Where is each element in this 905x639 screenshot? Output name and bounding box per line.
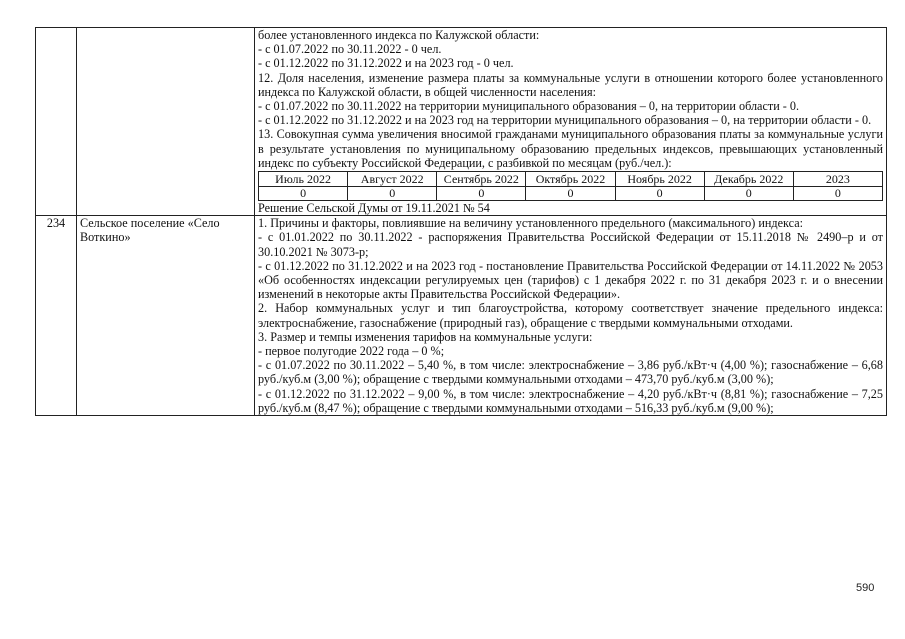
municipality-name-cell: Сельское поселение «Село Воткино»: [77, 216, 255, 416]
month-header: Сентябрь 2022: [437, 172, 526, 187]
month-header-row: [259, 172, 883, 187]
month-value-row: [259, 187, 883, 201]
month-value: 0: [526, 187, 615, 201]
text-line: 2. Набор коммунальных услуг и тип благоустройства, которому соответствует значение предельного индекса: электроснабжение, газоснабжение (природный газ), обращение с твердыми коммунальными отходами.: [258, 301, 883, 330]
table-row: [36, 216, 887, 416]
text-line: - с 01.12.2022 по 31.12.2022 и на 2023 год на территории муниципального образования – 0, на территории области - 0.: [258, 113, 872, 128]
month-header: Декабрь 2022: [704, 172, 793, 187]
month-value: 0: [704, 187, 793, 201]
text-line: - с 01.12.2022 по 31.12.2022 и на 2023 год - 0 чел.: [258, 56, 514, 71]
text-line: - с 01.07.2022 по 30.11.2022 - 0 чел.: [258, 42, 442, 57]
month-header: Октябрь 2022: [526, 172, 615, 187]
text-line: - с 01.07.2022 по 30.11.2022 на территории муниципального образования – 0, на территории области - 0.: [258, 99, 800, 114]
text-line: - первое полугодие 2022 года – 0 %;: [258, 344, 445, 359]
text-line: более установленного индекса по Калужской области:: [258, 28, 540, 42]
municipality-name-cell: [77, 28, 255, 216]
document-table: [35, 27, 887, 416]
decision-line: Решение Сельской Думы от 19.11.2021 № 54: [258, 201, 490, 216]
table-row: [36, 28, 887, 216]
month-value: 0: [615, 187, 704, 201]
text-line: 12. Доля населения, изменение размера платы за коммунальные услуги в отношении которого более установленного индекса по Калужской области, в общей численности населения:: [258, 70, 883, 99]
text-line: - с 01.07.2022 по 30.11.2022 – 5,40 %, в том числе: электроснабжение – 3,86 руб./кВт·ч (4,00 %); газоснабжение – 6,68 руб./куб.м (3,00 %); обращение с твердыми коммунальными отходами – 473,70 руб./куб.м (3,00 %);: [258, 358, 883, 387]
text-line: 3. Размер и темпы изменения тарифов на коммунальные услуги:: [258, 329, 593, 344]
row-number-cell: [36, 28, 77, 216]
month-header: Ноябрь 2022: [615, 172, 704, 187]
month-value: 0: [259, 187, 348, 201]
month-header: Июль 2022: [259, 172, 348, 187]
description-cell: [255, 216, 887, 416]
month-value: 0: [793, 187, 882, 201]
description-cell: [255, 28, 887, 216]
text-line: - с 01.12.2022 по 31.12.2022 – 9,00 %, в том числе: электроснабжение – 4,20 руб./кВт·ч (8,81 %); газоснабжение – 7,25 руб./куб.м (8,47 %); обращение с твердыми коммунальными отходами – 516,33 руб./куб.м (9,00 %);: [258, 386, 883, 415]
monthly-sum-table: [258, 171, 883, 201]
month-header: Август 2022: [348, 172, 437, 187]
page-number: 590: [856, 582, 875, 594]
month-value: 0: [348, 187, 437, 201]
month-value: 0: [437, 187, 526, 201]
text-line: - с 01.12.2022 по 31.12.2022 и на 2023 год - постановление Правительства Российской Федерации от 14.11.2022 № 2053 «Об особенностях индексации регулируемых цен (тарифов) с 1 декабря 2022 г. по 31 декабря 2023 г. и о внесении изменений в некоторые акты Правительства Российской Федерации».: [258, 258, 883, 302]
row-number-cell: 234: [36, 216, 77, 416]
month-header: 2023: [793, 172, 882, 187]
text-line: - с 01.01.2022 по 30.11.2022 - распоряжения Правительства Российской Федерации от 15.11.2018 № 2490–р и от 30.10.2021 № 3073-р;: [258, 230, 883, 259]
text-line: 1. Причины и факторы, повлиявшие на величину установленного предельного (максимального) индекса:: [258, 216, 804, 231]
text-line: 13. Совокупная сумма увеличения вносимой гражданами муниципального образования платы за коммунальные услуги в результате установления по муниципальному образованию предельных индексов, превышающих установленный индекс по субъекту Российской Федерации, с разбивкой по месяцам (руб./чел.):: [258, 127, 883, 170]
